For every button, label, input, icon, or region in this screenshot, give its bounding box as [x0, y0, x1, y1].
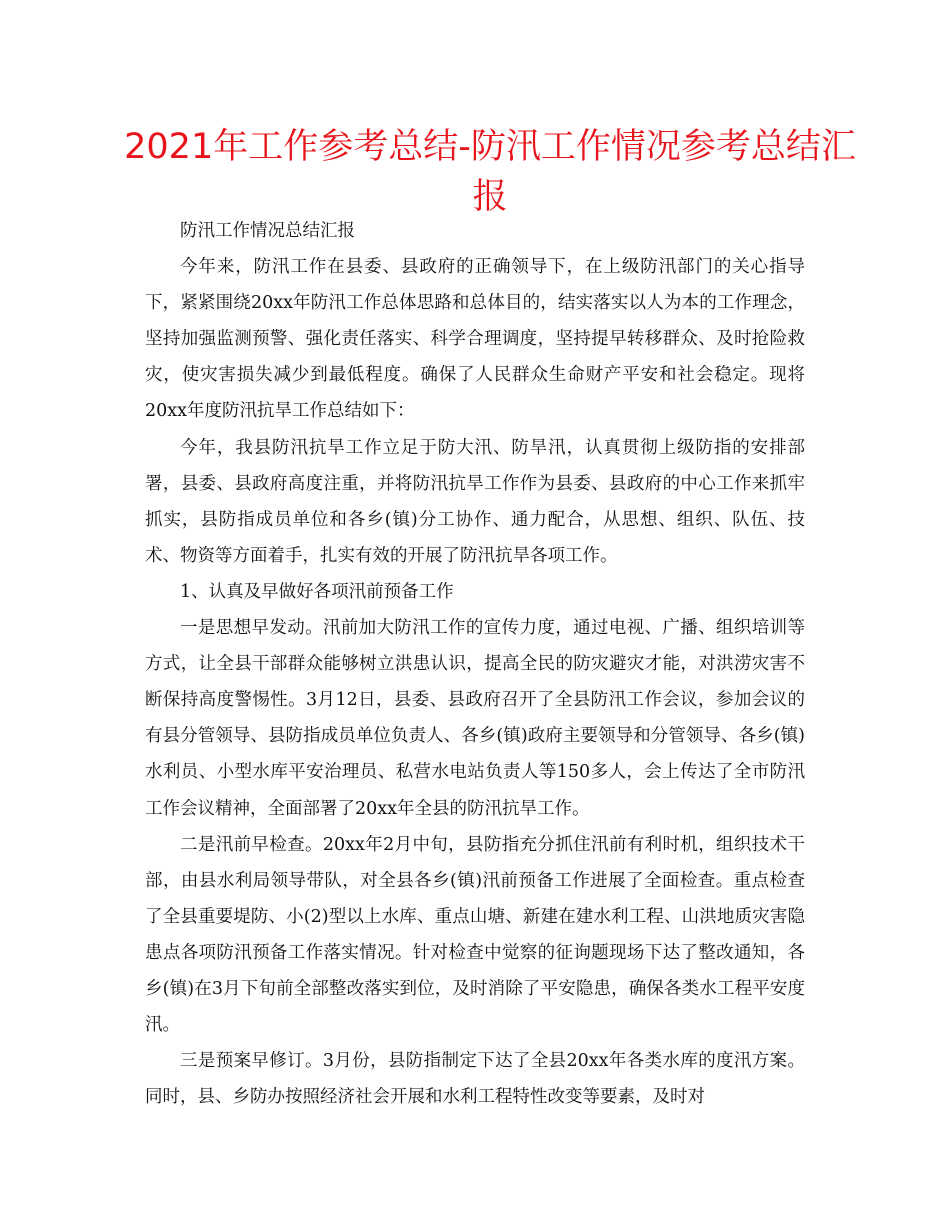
section-heading: 1、认真及早做好各项汛前预备工作	[180, 581, 454, 602]
body-paragraph: 今年来，防汛工作在县委、县政府的正确领导下，在上级防汛部门的关心指导下，紧紧围绕20xx年防汛工作总体思路和总体目的，结实落实以人为本的工作理念，坚持加强监测预警、强化责任落实、科学合理调度，坚持提早转移群众、及时抢险救灾，使灾害损失减少到最低程度。确保了人民群众生命财产平安和社会稳定。现将20xx年度防汛抗旱工作总结如下：	[145, 257, 805, 422]
document-title: 2021年工作参考总结-防汛工作情况参考总结汇报	[124, 127, 856, 217]
section-heading: 防汛工作情况总结汇报	[180, 221, 355, 241]
body-paragraph: 三是预案早修订。3月份，县防指制定下达了全县20xx年各类水库的度汛方案。同时，县、乡防办按照经济社会开展和水利工程特性改变等要素，及时对	[145, 1051, 805, 1108]
body-paragraph: 二是汛前早检查。20xx年2月中旬，县防指充分抓住汛前有利时机，组织技术干部，由县水利局领导带队，对全县各乡(镇)汛前预备工作进展了全面检查。重点检查了全县重要堤防、小(2)型以上水库、重点山塘、新建在建水利工程、山洪地质灾害隐患点各项防汛预备工作落实情况。针对检查中觉察的征询题现场下达了整改通知，各乡(镇)在3月下旬前全部整改落实到位，及时消除了平安隐患，确保各类水工程平安度汛。	[145, 834, 805, 1036]
document-body	[145, 213, 805, 1115]
body-paragraph: 一是思想早发动。汛前加大防汛工作的宣传力度，通过电视、广播、组织培训等方式，让全县干部群众能够树立洪患认识，提高全民的防灾避灾才能，对洪涝灾害不断保持高度警惕性。3月12日，县委、县政府召开了全县防汛工作会议，参加会议的有县分管领导、县防指成员单位负责人、各乡(镇)政府主要领导和分管领导、各乡(镇)水利员、小型水库平安治理员、私营水电站负责人等150多人，会上传达了全市防汛工作会议精神，全面部署了20xx年全县的防汛抗旱工作。	[145, 618, 805, 819]
body-paragraph: 今年，我县防汛抗旱工作立足于防大汛、防旱汛，认真贯彻上级防指的安排部署，县委、县政府高度注重，并将防汛抗旱工作作为县委、县政府的中心工作来抓牢抓实，县防指成员单位和各乡(镇)分工协作、通力配合，从思想、组织、队伍、技术、物资等方面着手，扎实有效的开展了防汛抗旱各项工作。	[145, 437, 805, 566]
